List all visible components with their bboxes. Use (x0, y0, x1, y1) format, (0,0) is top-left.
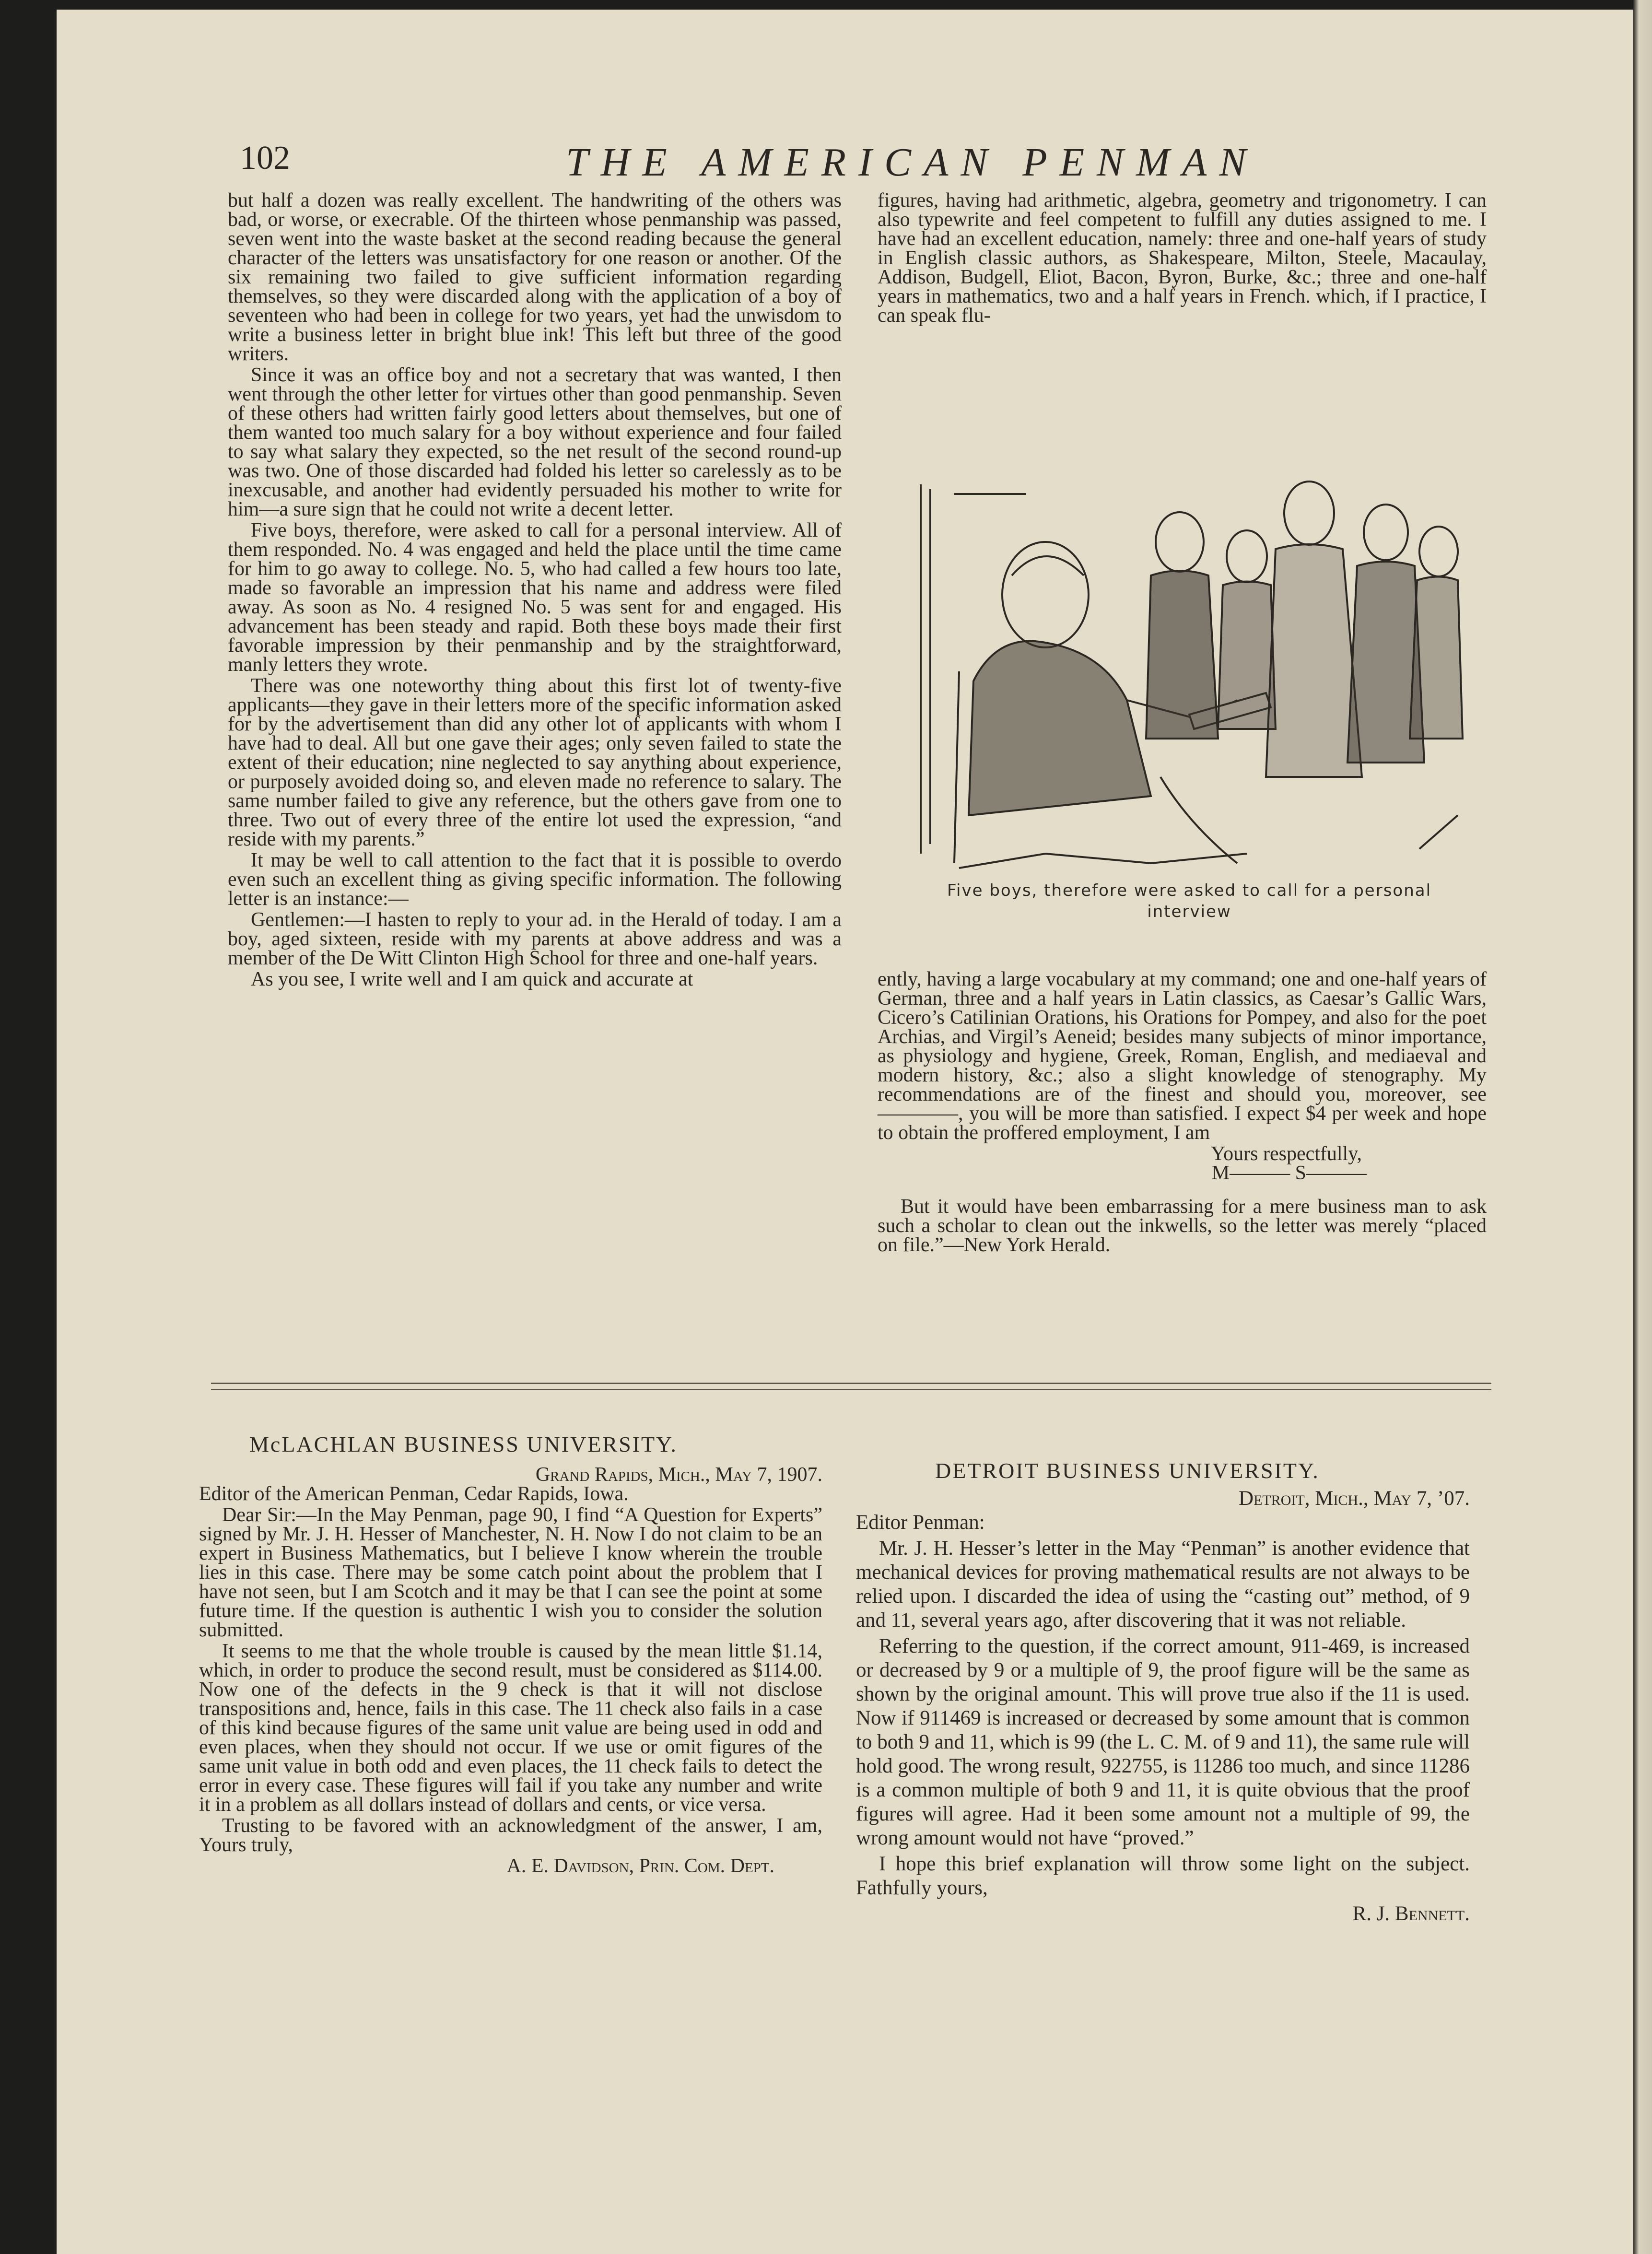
illustration-caption: Five boys, therefore were asked to call for a personal interview (947, 881, 1432, 921)
letter-paragraph: Mr. J. H. Hesser’s letter in the May “Penman” is another evidence that mechanical devices for proving mathematical results are not always to be relied upon. I discarded the idea of using the “casting out” method, of 9 and 11, several years ago, after discovering that it was not reliable. (856, 1537, 1470, 1632)
mclachlan-heading: McLACHLAN BUSINESS UNIVERSITY. (249, 1432, 678, 1456)
article-paragraph: figures, having had arithmetic, algebra, geometry and trigonometry. I can also typewrite and feel competent to fulfill any duties assigned to me. I have had an excellent education, namely: three and one-half years of study in English classic authors, as Shakespeare, Milton, Steele, Macaulay, Addison, Budgell, Eliot, Bacon, Byron, Burke, &c.; three and one-half years in mathematics, two and a half years in French. which, if I practice, I can speak flu- (878, 189, 1487, 327)
salutation: Editor Penman: (856, 1511, 985, 1534)
section-divider (211, 1383, 1491, 1390)
article-paragraph: Gentlemen:—I hasten to reply to your ad. in the Herald of today. I am a boy, aged sixteen, reside with my parents at above address and was a member of the De Witt Clinton High School for three and one-half years. (228, 909, 842, 969)
article-paragraph: but half a dozen was really excellent. The handwriting of the others was bad, or worse, or execrable. Of the thirteen whose penmanship was passed, seven went into the waste basket at the second reading because the general character of the letters was unsatisfactory for one reason or another. Of the six remaining two failed to give sufficient information regarding themselves, so they were discarded along with the application of a boy of seventeen who had been in college for two years, yet had the unwisdom to write a business letter in bright blue ink! This left but three of the good writers. (228, 189, 842, 365)
interview-illustration (902, 432, 1477, 911)
running-head: THE AMERICAN PENMAN (566, 140, 1259, 185)
mclachlan-letter (199, 1465, 822, 1876)
letter-signature: M——— S——— (1211, 1162, 1367, 1184)
article-paragraph: But it would have been embarrassing for a mere business man to ask such a scholar to clean out the inkwells, so the letter was merely “placed on file.”—New York Herald. (878, 1196, 1487, 1256)
dateline: Grand Rapids, Mich., May 7, 1907. (535, 1464, 822, 1486)
detroit-heading: DETROIT BUSINESS UNIVERSITY. (935, 1458, 1320, 1483)
letter-paragraph: I hope this brief explanation will throw some light on the subject. Fathfully yours, (856, 1853, 1470, 1899)
article-left-column (228, 191, 842, 991)
article-paragraph: Five boys, therefore, were asked to call for a personal interview. All of them responded. No. 4 was engaged and held the place until the time came for him to go away to college. No. 5, who had called a few hours too late, made so favorable an impression that his name and address were filed away. As soon as No. 4 resigned No. 5 was sent for and engaged. His advancement has been steady and rapid. Both these boys made their first favorable impression by their penmanship and by the straightforward, manly letters they wrote. (228, 519, 842, 676)
letter-signature: R. J. Bennett. (1352, 1902, 1470, 1925)
article-paragraph: Since it was an office boy and not a secretary that was wanted, I then went through the other letter for virtues other than good penmanship. Seven of these others had written fairly good letters about themselves, but one of them wanted too much salary for a boy without experience and four failed to say what salary they expected, so the net result of the second round-up was two. One of those discarded had folded his letter so carelessly as to be inexcusable, and another had evidently persuaded his mother to write for him—a sure sign that he could not write a decent letter. (228, 364, 842, 520)
letter-paragraph: It seems to me that the whole trouble is caused by the mean little $1.14, which, in order to produce the second result, must be considered as $114.00. Now one of the defects in the 9 check is that it will not disclose transpositions and, hence, fails in this case. The 11 check also fails in a case of this kind because figures of the same unit value are being used in odd and even places, when they should not occur. If we use or omit figures of the same unit value in both odd and even places, the 11 check fails to detect the error in every case. These figures will fail if you take any number and write it in a problem as all dollars instead of dollars and cents, or vice versa. (199, 1640, 822, 1816)
letter-paragraph: Trusting to be favored with an acknowledgment of the answer, I am, Yours truly, (199, 1815, 822, 1856)
letter-paragraph: Referring to the question, if the correct amount, 911-469, is increased or decreased by 9 or a multiple of 9, the proof figure will be the same as shown by the original amount. This will prove true also if the 11 is used. Now if 911469 is increased or decreased by some amount that is common to both 9 and 11, which is 99 (the L. C. M. of 9 and 11), the same rule will hold good. The wrong result, 922755, is 11286 too much, and since 11286 is a common multiple of both 9 and 11, it is quite obvious that the proof figures will agree. Had it been some amount not a multiple of 99, the wrong amount would not have “proved.” (856, 1635, 1470, 1849)
page-number: 102 (240, 140, 290, 176)
article-paragraph: It may be well to call attention to the fact that it is possible to overdo even such an excellent thing as giving specific information. The following letter is an instance:— (228, 849, 842, 910)
salutation: Editor of the American Penman, Cedar Rapids, Iowa. (199, 1483, 629, 1505)
article-right-column-top (878, 191, 1487, 327)
next-page-edge (1633, 0, 1652, 2254)
letter-signature: A. E. Davidson, Prin. Com. Dept. (506, 1855, 774, 1877)
dateline: Detroit, Mich., May 7, ’07. (1239, 1487, 1470, 1510)
article-paragraph: As you see, I write well and I am quick and accurate at (251, 968, 693, 990)
closing: Yours respectfully, (1211, 1143, 1362, 1165)
article-paragraph: ently, having a large vocabulary at my command; one and one-half years of German, three and a half years in Latin classics, as Caesar’s Gallic Wars, Cicero’s Catilinian Orations, his Orations for Pompey, and also for the poet Archias, and Virgil’s Aeneid; besides many subjects of minor importance, as physiology and hygiene, Greek, Roman, English, and mediaeval and modern history, &c.; also a slight knowledge of stenography. My recommendations are of the finest and should you, moreover, see ————, you will be more than satisfied. I expect $4 per week and hope to obtain the proffered employment, I am (878, 968, 1487, 1144)
detroit-letter (856, 1487, 1470, 1926)
letter-paragraph: Dear Sir:—In the May Penman, page 90, I find “A Question for Experts” signed by Mr. J. H. Hesser of Manchester, N. H. Now I do not claim to be an expert in Business Mathematics, but I believe I know wherein the trouble lies in this case. There may be some catch point about the problem that I have not seen, but I am Scotch and it may be that I can see the point at some future time. If the question is authentic I wish you to consider the solution submitted. (199, 1504, 822, 1641)
article-paragraph: There was one noteworthy thing about this first lot of twenty-five applicants—they gave in their letters more of the specific information asked for by the advertisement than did any other lot of applicants with whom I have had to deal. All but one gave their ages; only seven failed to state the extent of their education; nine neglected to say anything about experience, or purposely avoided doing so, and eleven made no reference to salary. The same number failed to give any reference, but the others gave from one to three. Two out of every three of the entire lot used the expression, “and reside with my parents.” (228, 675, 842, 850)
article-right-column-bottom (878, 970, 1487, 1256)
